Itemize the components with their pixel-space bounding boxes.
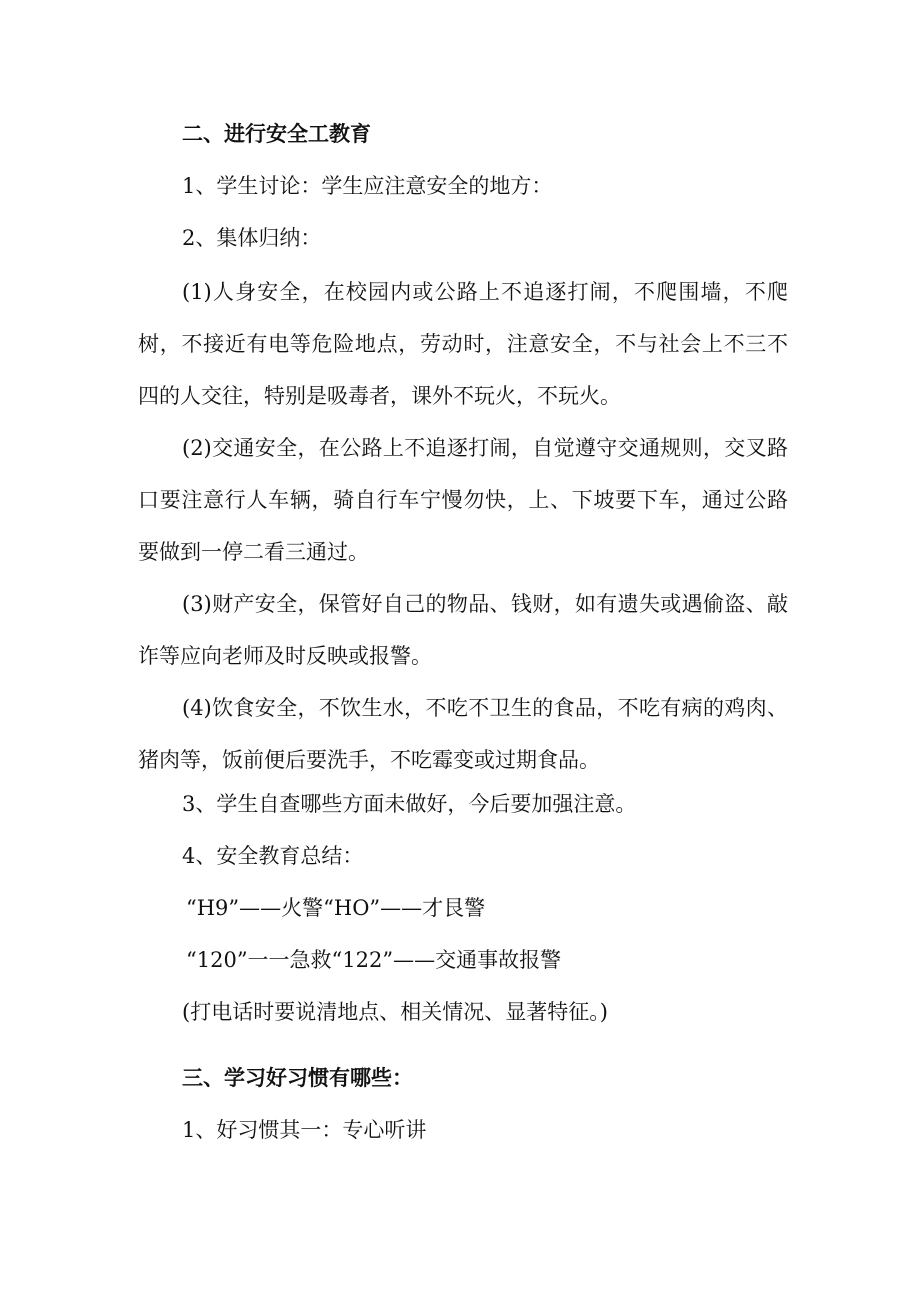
- sub-item-traffic-safety-text: (2)交通安全，在公路上不追逐打闹，自觉遵守交通规则，交叉路口要注意行人车辆，骑自行车宁慢勿快，上、下坡要下车，通过公路要做到一停二看三通过。: [138, 436, 788, 564]
- phone-numbers-line-2: “120”一一急救“122”——交通事故报警: [186, 948, 562, 972]
- item-3-self-check: 3、学生自查哪些方面未做好，今后要加强注意。: [182, 792, 637, 816]
- section-3-title: 三、学习好习惯有哪些：: [182, 1066, 413, 1090]
- phone-call-note: (打电话时要说清地点、相关情况、显著特征。): [182, 1000, 608, 1024]
- sub-item-personal-safety-text: (1)人身安全，在校园内或公路上不追逐打闹，不爬围墙，不爬树，不接近有电等危险地点，劳动时，注意安全，不与社会上不三不四的人交往，特别是吸毒者，课外不玩火，不玩火。: [138, 280, 788, 408]
- habit-1: 1、好习惯其一：专心听讲: [182, 1118, 427, 1142]
- item-2-summary: 2、集体归纳：: [182, 226, 322, 250]
- section-2-title: 二、进行安全工教育: [182, 122, 371, 146]
- sub-item-food-safety-text: (4)饮食安全，不饮生水，不吃不卫生的食品，不吃有病的鸡肉、猪肉等，饭前便后要洗手，不吃霉变或过期食品。: [138, 696, 788, 772]
- sub-item-property-safety-text: (3)财产安全，保管好自己的物品、钱财，如有遗失或遇偷盗、敲诈等应向老师及时反映或报警。: [138, 592, 788, 668]
- item-1-discussion: 1、学生讨论：学生应注意安全的地方：: [182, 174, 553, 198]
- item-4-conclusion: 4、安全教育总结：: [182, 844, 364, 868]
- sub-item-traffic-safety: [138, 422, 788, 578]
- sub-item-food-safety: [138, 682, 788, 786]
- phone-numbers-line-1: “H9”——火警“HO”——才艮警: [186, 896, 486, 920]
- sub-item-property-safety: [138, 578, 788, 682]
- sub-item-personal-safety: [138, 266, 788, 422]
